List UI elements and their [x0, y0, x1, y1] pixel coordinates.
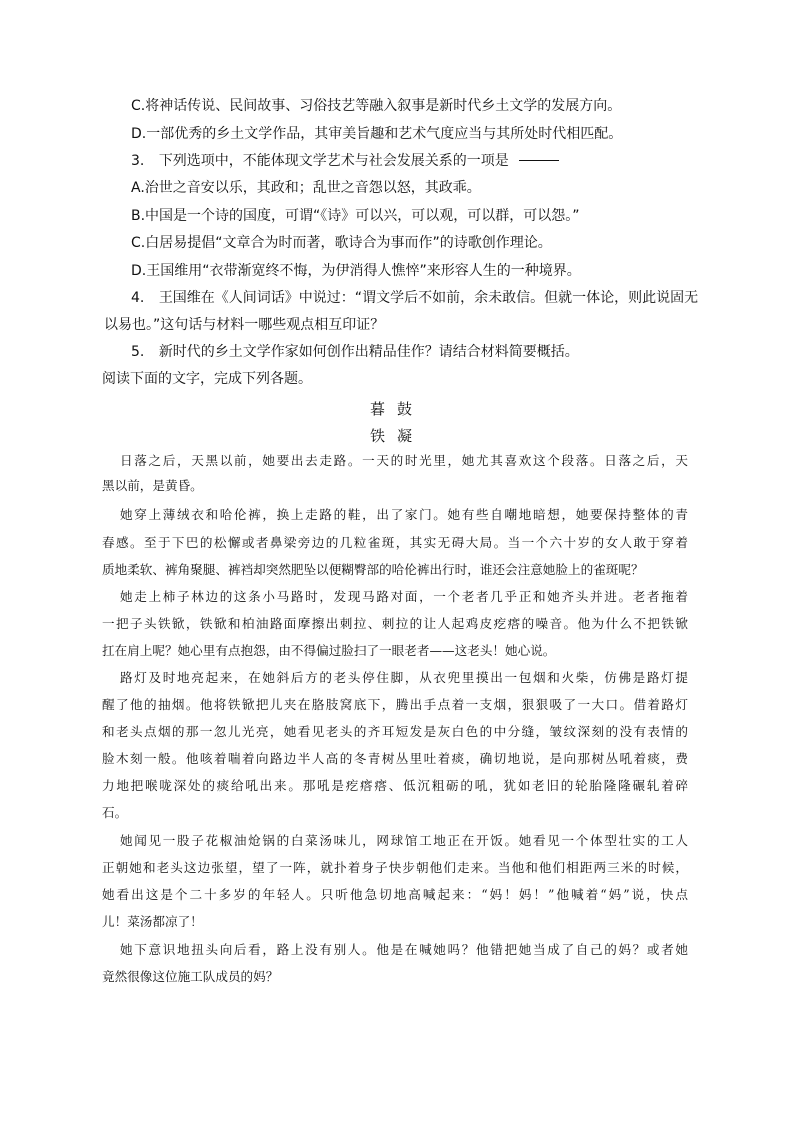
story-line: 她看出这是个二十多岁的年轻人。只听他急切地高喊起来：“妈！妈！”他喊着“妈”说，快点 — [102, 887, 688, 902]
story-line: 春感。至于下巴的松懈或者鼻梁旁边的几粒雀斑，其实无碍大局。当一个六十岁的女人敢于穿着 — [102, 535, 688, 550]
story-line: 她下意识地扭头向后看，路上没有别人。他是在喊她吗？他错把她当成了自己的妈？或者她 — [120, 942, 688, 957]
story-line: 一把子头铁锨，铁锨和柏油路面摩擦出刺拉、刺拉的让人起鸡皮疙瘩的噪音。他为什么不把铁锨 — [102, 616, 688, 631]
story-line: 日落之后，天黑以前，她要出去走路。一天的时光里，她尤其喜欢这个段落。日落之后，天 — [120, 453, 688, 468]
story-line: 脸木刻一般。他咳着喘着向路边半人高的冬青树丛里吐着痰，确切地说，是向那树丛吼着痰，费 — [102, 751, 688, 766]
story-line: 竟然很像这位施工队成员的妈？ — [102, 969, 279, 984]
q3-answer-blank[interactable] — [519, 160, 559, 161]
story-line: 她穿上薄绒衣和哈伦裤，换上走路的鞋，出了家门。她有些自嘲地暗想，她要保持整体的青 — [120, 507, 688, 522]
q4-text-1: 王国维在《人间词话》中说过：“谓文学后不如前，余未敢信。但就一体论，则此说固无 — [158, 290, 699, 306]
q4-number: 4. — [131, 290, 145, 306]
story-line: 儿！菜汤都凉了！ — [102, 914, 203, 929]
story-line: 石。 — [102, 805, 128, 820]
q3-option-b: B.中国是一个诗的国度，可谓“《诗》可以兴，可以观，可以群，可以怨。” — [131, 208, 580, 224]
story-line: 黑以前，是黄昏。 — [102, 478, 203, 493]
q3-number: 3. — [131, 153, 145, 169]
story-line: 和老头点烟的那一忽儿光亮，她看见老头的齐耳短发是灰白色的中分缝，皱纹深刻的没有表情的 — [102, 724, 688, 739]
story-line: 质地柔软、裤角聚腿、裤裆却突然肥坠以便糊臀部的哈伦裤出行时，谁还会注意她脸上的雀斑呢？ — [102, 562, 644, 577]
reading-instruction: 阅读下面的文字，完成下列各题。 — [102, 371, 312, 387]
q3-option-d: D.王国维用“衣带渐宽终不悔，为伊消得人憔悴”来形容人生的一种境界。 — [131, 263, 581, 279]
story-line: 力地把喉咙深处的痰给吼出来。那吼是疙瘩瘩、低沉粗砺的吼，犹如老旧的轮胎隆隆碾轧着碎 — [102, 778, 688, 793]
q4-text-2: 以易也。”这句话与材料一哪些观点相互印证？ — [104, 317, 385, 333]
story-line: 扛在肩上呢？她心里有点抱怨，由不得偏过脸扫了一眼老者——这老头！她心说。 — [102, 643, 556, 658]
q3-stem-line — [131, 151, 559, 171]
story-line: 她闻见一股子花椒油炝锅的白菜汤味儿，网球馆工地正在开饭。她看见一个体型壮实的工人 — [120, 833, 688, 848]
story-line: 路灯及时地亮起来，在她斜后方的老头停住脚，从衣兜里摸出一包烟和火柴，仿佛是路灯提 — [120, 670, 688, 685]
story-line: 她走上柿子林边的这条小马路时，发现马路对面，一个老者几乎正和她齐头并进。老者拖着 — [120, 589, 688, 604]
story-title: 暮鼓 — [369, 400, 424, 418]
q3-stem: 下列选项中，不能体现文学艺术与社会发展关系的一项是 — [158, 153, 509, 169]
q2-option-d: D.一部优秀的乡土文学作品，其审美旨趣和艺术气度应当与其所处时代相匹配。 — [131, 126, 623, 142]
story-line: 正朝她和老头这边张望，望了一阵，就扑着身子快步朝他们走来。当他和他们相距两三米的时候， — [102, 860, 688, 875]
story-line: 醒了他的抽烟。他将铁锨把儿夹在胳肢窝底下，腾出手点着一支烟，狠狠吸了一大口。借着路灯 — [102, 697, 688, 712]
q3-option-a: A.治世之音安以乐，其政和；乱世之音怨以怒，其政乖。 — [131, 180, 481, 196]
q4-line-1 — [131, 288, 698, 308]
q5-line — [131, 342, 579, 362]
q5-text: 新时代的乡土文学作家如何创作出精品佳作？请结合材料简要概括。 — [158, 344, 579, 360]
q3-option-c: C.白居易提倡“文章合为时而著，歌诗合为事而作”的诗歌创作理论。 — [131, 235, 552, 251]
q2-option-c: C.将神话传说、民间故事、习俗技艺等融入叙事是新时代乡土文学的发展方向。 — [131, 98, 622, 114]
q5-number: 5. — [131, 344, 145, 360]
story-author: 铁凝 — [369, 427, 424, 445]
